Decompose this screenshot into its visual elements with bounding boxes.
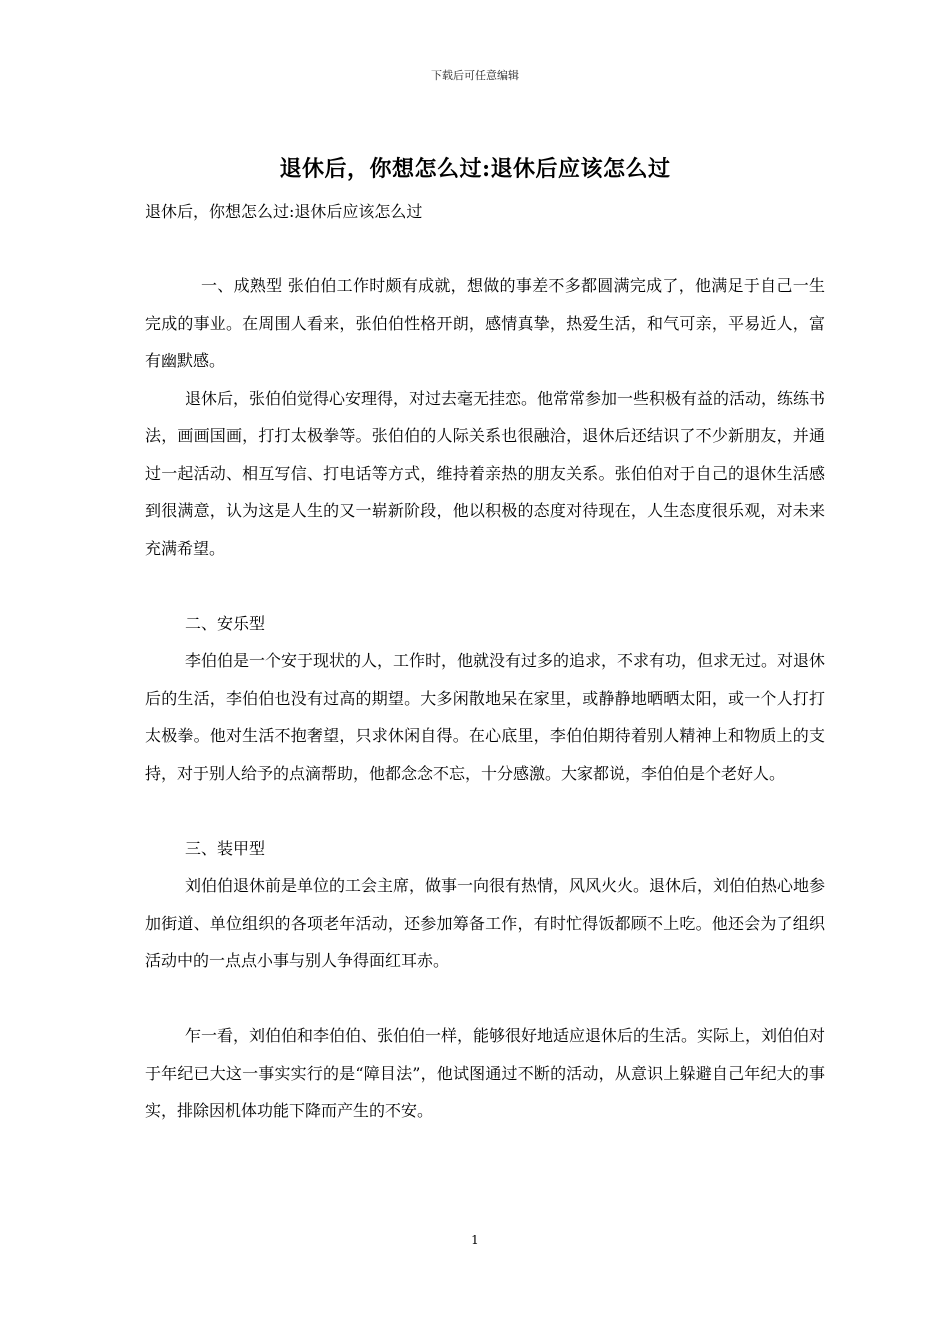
document-body — [145, 267, 825, 1130]
paragraph-gap — [145, 792, 825, 830]
paragraph-mature-type: 一、成熟型 张伯伯工作时颇有成就，想做的事差不多都圆满完成了，他满足于自己一生完成的事业。在周围人看来，张伯伯性格开朗，感情真挚，热爱生活，和气可亲，平易近人，富有幽默感。 — [145, 276, 825, 370]
paragraph-armored-type: 刘伯伯退休前是单位的工会主席，做事一向很有热情，风风火火。退休后，刘伯伯热心地参加街道、单位组织的各项老年活动，还参加筹备工作，有时忙得饭都顾不上吃。他还会为了组织活动中的一点点小事与别人争得面红耳赤。 — [145, 876, 826, 970]
page-number: 1 — [471, 1233, 479, 1247]
paragraph-armored-type-2: 乍一看，刘伯伯和李伯伯、张伯伯一样，能够很好地适应退休后的生活。实际上，刘伯伯对于年纪已大这一事实实行的是“障目法”，他试图通过不断的活动，从意识上躲避自己年纪大的事实，排除因机体功能下降而产生的不安。 — [145, 1026, 826, 1120]
paragraph-mature-type-2: 退休后，张伯伯觉得心安理得，对过去毫无挂恋。他常常参加一些积极有益的活动，练练书法，画画国画，打打太极拳等。张伯伯的人际关系也很融洽，退休后还结识了不少新朋友，并通过一起活动、相互写信、打电话等方式，维持着亲热的朋友关系。张伯伯对于自己的退休生活感到很满意，认为这是人生的又一崭新阶段，他以积极的态度对待现在，人生态度很乐观，对未来充满希望。 — [145, 388, 826, 558]
document-title: 退休后，你想怎么过:退休后应该怎么过 — [279, 156, 671, 182]
paragraph-gap — [145, 980, 825, 1018]
page-header: 下载后可任意编辑 — [431, 69, 519, 82]
paragraph-gap — [145, 567, 825, 605]
heading-leisure-type: 二、安乐型 — [185, 613, 266, 633]
paragraph-leisure-type: 李伯伯是一个安于现状的人，工作时，他就没有过多的追求，不求有功，但求无过。对退休后的生活，李伯伯也没有过高的期望。大多闲散地呆在家里，或静静地晒晒太阳，或一个人打打太极拳。他对生活不抱奢望，只求休闲自得。在心底里，李伯伯期待着别人精神上和物质上的支持，对于别人给予的点滴帮助，他都念念不忘，十分感激。大家都说，李伯伯是个老好人。 — [145, 651, 826, 783]
document-subtitle: 退休后，你想怎么过:退休后应该怎么过 — [145, 202, 423, 221]
heading-armored-type: 三、装甲型 — [185, 838, 266, 858]
